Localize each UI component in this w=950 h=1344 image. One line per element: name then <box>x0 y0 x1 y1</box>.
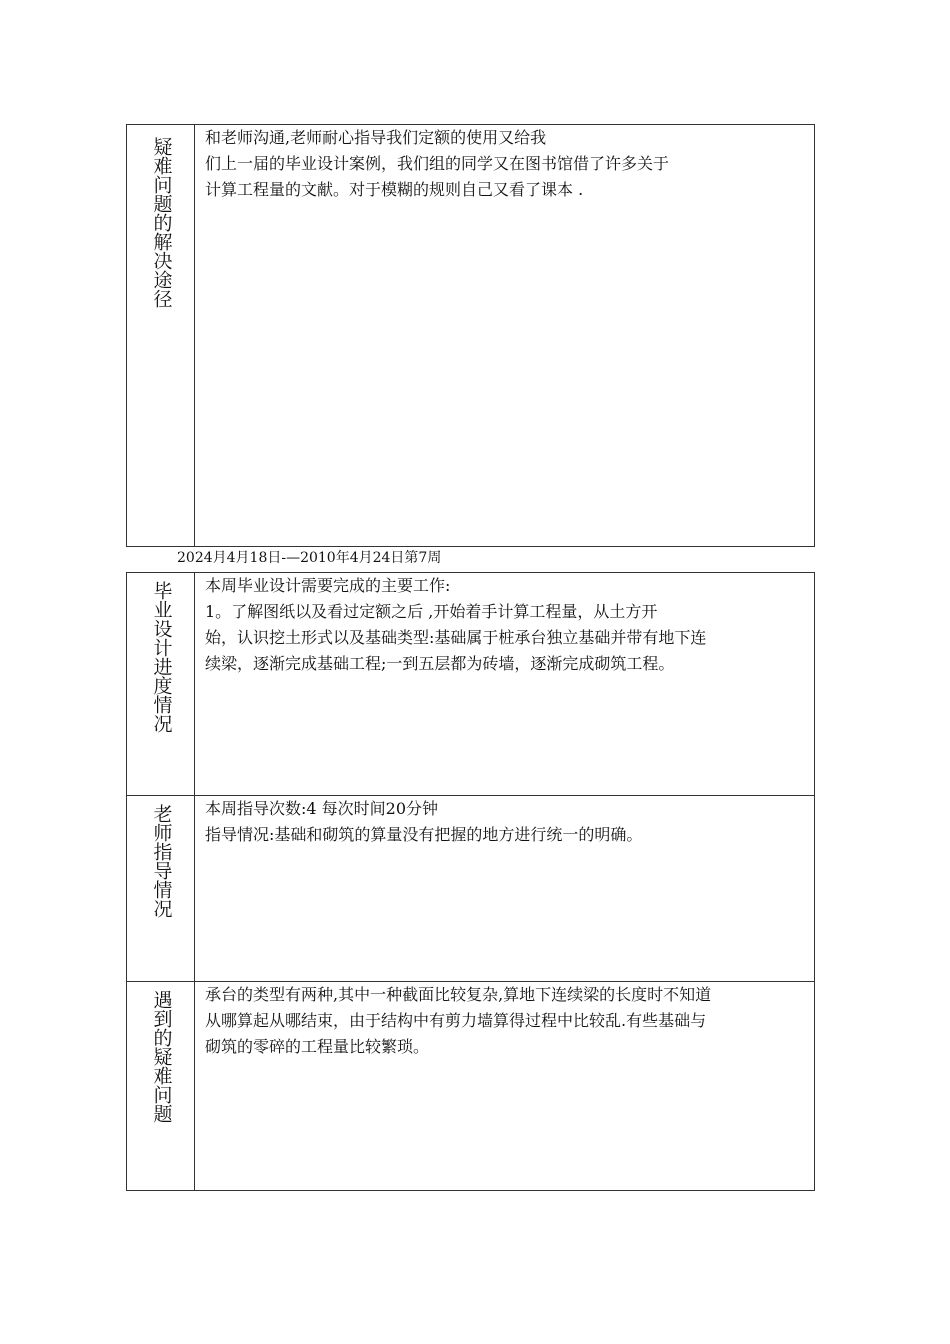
problem-row <box>127 981 814 1190</box>
guidance-line: 本周指导次数:4 每次时间20分钟 <box>205 799 439 818</box>
solution-table <box>126 124 815 547</box>
problem-line: 从哪算起从哪结束，由于结构中有剪力墙算得过程中比较乱.有些基础与 <box>205 1011 707 1030</box>
solution-row <box>127 125 814 546</box>
problem-content <box>205 982 806 1190</box>
solution-line: 计算工程量的文献。对于模糊的规则自己又看了课本 . <box>205 180 584 199</box>
progress-row <box>127 573 814 795</box>
week-header: 2024月4月18日-—2010年4月24日第7周 <box>177 550 442 566</box>
solution-label: 疑难问题的解决途径 <box>150 137 173 308</box>
progress-line: 始，认识挖土形式以及基础类型:基础属于桩承台独立基础并带有地下连 <box>205 628 707 647</box>
problem-line: 承台的类型有两种,其中一种截面比较复杂,算地下连续梁的长度时不知道 <box>205 985 712 1004</box>
problem-line: 砌筑的零碎的工程量比较繁琐。 <box>205 1037 430 1056</box>
progress-table <box>126 572 815 1191</box>
progress-label: 毕业设计进度情况 <box>150 581 173 733</box>
solution-line: 们上一届的毕业设计案例，我们组的同学又在图书馆借了许多关于 <box>205 154 670 173</box>
progress-content <box>205 573 806 795</box>
problem-label: 遇到的疑难问题 <box>150 990 173 1123</box>
solution-content <box>205 125 806 546</box>
progress-line: 续梁，逐渐完成基础工程;一到五层都为砖墙，逐渐完成砌筑工程。 <box>205 654 675 673</box>
progress-line: 本周毕业设计需要完成的主要工作: <box>205 576 451 595</box>
problem-header-cell <box>127 982 195 1190</box>
guidance-row <box>127 795 814 981</box>
progress-header-cell <box>127 573 195 795</box>
solution-header-cell <box>127 125 195 546</box>
guidance-label: 老师指导情况 <box>150 804 173 918</box>
progress-line: 1。了解图纸以及看过定额之后 ,开始着手计算工程量，从土方开 <box>205 602 658 621</box>
guidance-header-cell <box>127 796 195 981</box>
guidance-line: 指导情况:基础和砌筑的算量没有把握的地方进行统一的明确。 <box>205 825 643 844</box>
solution-line: 和老师沟通,老师耐心指导我们定额的使用又给我 <box>205 128 547 147</box>
guidance-content <box>205 796 806 981</box>
